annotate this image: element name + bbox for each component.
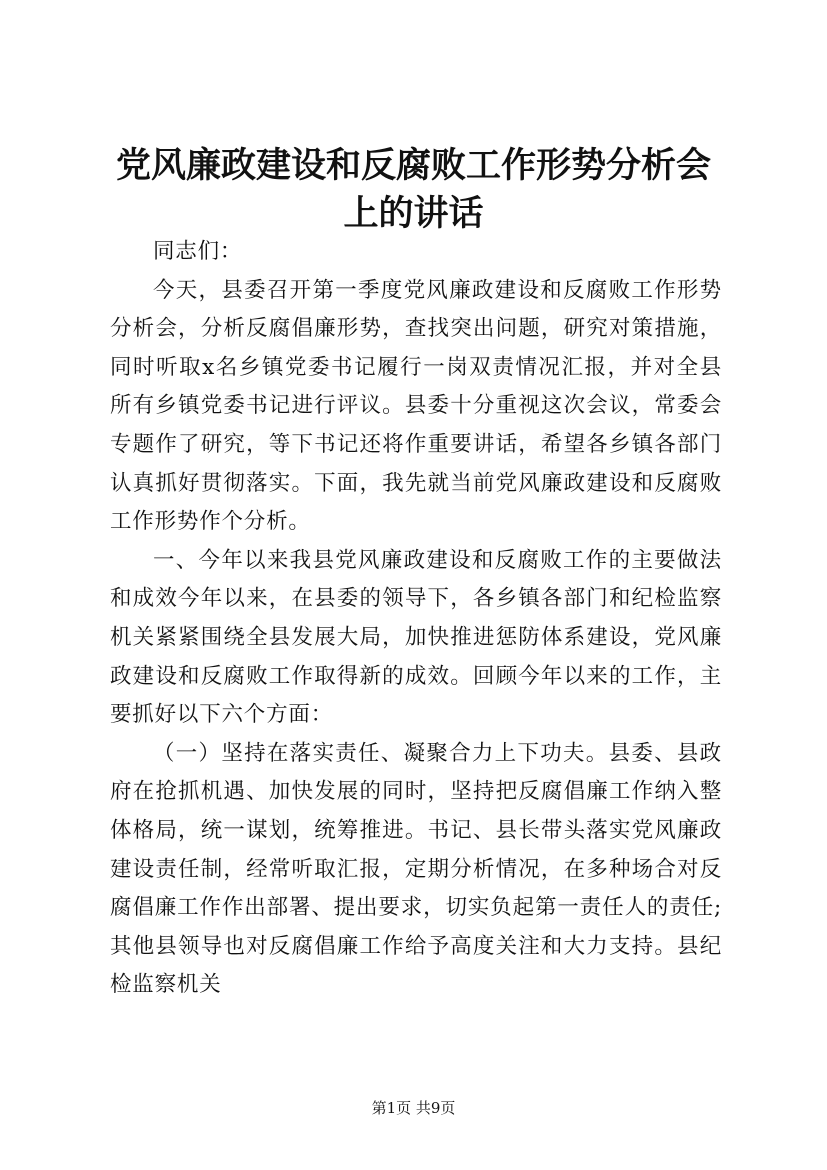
- paragraph-subsection-one: （一）坚持在落实责任、凝聚合力上下功夫。县委、县政府在抢抓机遇、加快发展的同时，坚持把反腐倡廉工作纳入整体格局，统一谋划，统筹推进。书记、县长带头落实党风廉政建设责任制，经常听取汇报，定期分析情况，在多种场合对反腐倡廉工作作出部署、提出要求，切实负起第一责任人的责任;其他县领导也对反腐倡廉工作给予高度关注和大力支持。县纪检监察机关: [110, 740, 722, 998]
- paragraph-intro: 今天，县委召开第一季度党风廉政建设和反腐败工作形势分析会，分析反腐倡廉形势，查找突出问题，研究对策措施，同时听取x名乡镇党委书记履行一岗双责情况汇报，并对全县所有乡镇党委书记进行评议。县委十分重视这次会议，常委会专题作了研究，等下书记还将作重要讲话，希望各乡镇各部门认真抓好贯彻落实。下面，我先就当前党风廉政建设和反腐败工作形势作个分析。: [110, 277, 722, 535]
- paragraph-greeting: 同志们：: [153, 239, 243, 264]
- paragraph-section-one: 一、今年以来我县党风廉政建设和反腐败工作的主要做法和成效今年以来，在县委的领导下，各乡镇各部门和纪检监察机关紧紧围绕全县发展大局，加快推进惩防体系建设，党风廉政建设和反腐败工作取得新的成效。回顾今年以来的工作，主要抓好以下六个方面：: [110, 547, 722, 728]
- document-body: [110, 233, 722, 1005]
- document-title: 党风廉政建设和反腐败工作形势分析会上的讲话: [115, 145, 711, 234]
- page-number-footer: 第1页 共9页: [371, 1099, 456, 1117]
